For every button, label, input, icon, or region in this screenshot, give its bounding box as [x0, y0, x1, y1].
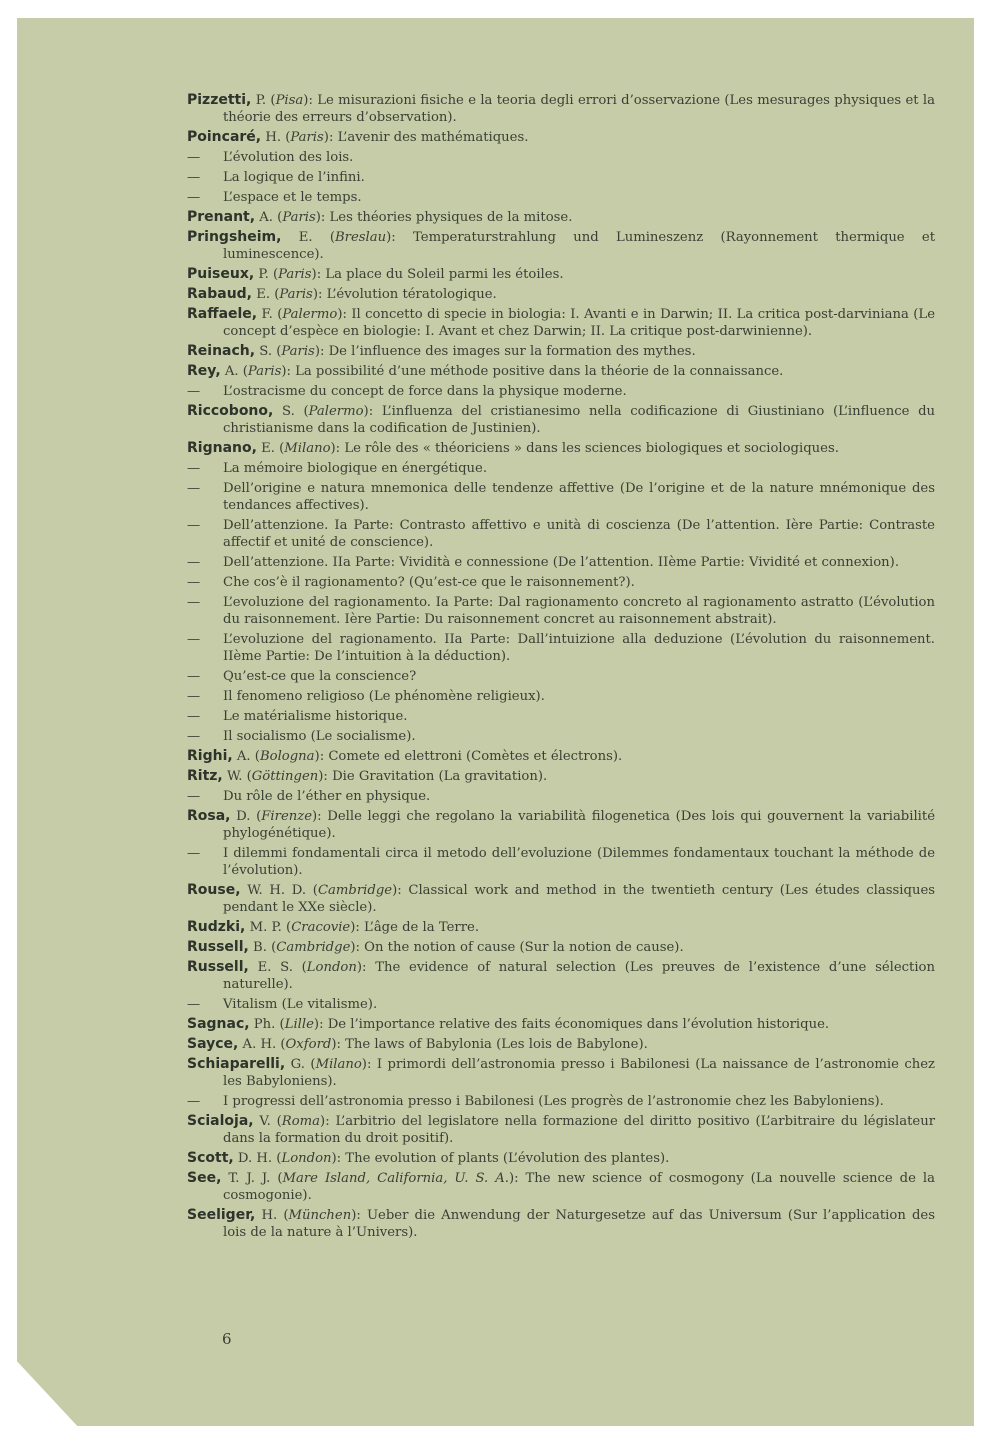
sub-entry [187, 594, 935, 628]
author-initials: F. [261, 307, 273, 322]
sub-entry [187, 668, 935, 685]
author-place: London [306, 960, 357, 975]
continuation-dash: — [187, 461, 201, 476]
author-name: Riccobono, [187, 403, 274, 419]
sub-entry [187, 845, 935, 879]
author-initials: A. [236, 749, 251, 764]
continuation-dash: — [187, 729, 201, 744]
author-name: Scialoja, [187, 1113, 254, 1129]
continuation-dash: — [187, 518, 201, 533]
author-place: Paris [290, 130, 324, 145]
continuation-dash: — [187, 709, 201, 724]
continuation-dash: — [187, 150, 201, 165]
continuation-dash: — [187, 632, 201, 647]
work-title: Il concetto di specie in biologia: I. Avanti e in Darwin; II. La critica post-darviniana (Le concept d’espèce en biologie: I. Avant et chez Darwin; II. La critique post-darwinienne). [223, 307, 935, 339]
author-place: Paris [279, 287, 313, 302]
author-entry: Scialoja, V. (Roma): L’arbitrio del legislatore nella formazione del diritto positivo (L’arbitraire du législateur dans la formation du droit positif). [187, 1113, 935, 1146]
work-title: L’ostracisme du concept de force dans la physique moderne. [223, 384, 627, 399]
author-name: Rabaud, [187, 286, 253, 302]
author-initials: W. [226, 769, 243, 784]
author-name: Russell, [187, 959, 249, 975]
author-initials: S. [282, 404, 295, 419]
continuation-dash: — [187, 384, 201, 399]
author-entry: Pizzetti, P. (Pisa): Le misurazioni fisiche e la teoria degli errori d’osservazione (Les mesurages physiques et la théorie des erreurs d’observation). [187, 92, 935, 125]
work-title: L’influenza del cristianesimo nella codificazione di Giustiniano (L’influence du christianisme dans la codification de Justinien). [223, 404, 935, 436]
author-initials: S. [259, 344, 273, 359]
author-initials: A. [224, 364, 239, 379]
work-title: L’evoluzione del ragionamento. Ia Parte: Dal ragionamento concreto al ragionamento astratto (L’évolution du raisonnement. Ière Partie: Du raisonnement concret au raisonnement abstrait). [223, 595, 935, 627]
work-title: La possibilité d’une méthode positive dans la théorie de la connaissance. [295, 364, 784, 379]
continuation-dash: — [187, 1094, 201, 1109]
author-place: Cambridge [317, 883, 393, 898]
author-entry: Scott, D. H. (London): The evolution of plants (L’évolution des plantes). [187, 1150, 670, 1166]
work-title: De l’importance relative des faits économiques dans l’évolution historique. [327, 1017, 830, 1032]
sub-entry [187, 554, 935, 571]
continuation-dash: — [187, 846, 201, 861]
author-initials: W. H. D. [247, 883, 307, 898]
continuation-dash: — [187, 481, 201, 496]
continuation-dash: — [187, 997, 201, 1012]
author-entry: Riccobono, S. (Palermo): L’influenza del cristianesimo nella codificazione di Giustiniano (L’influence du christianisme dans la codification de Justinien). [187, 403, 935, 436]
author-name: Reinach, [187, 343, 256, 359]
author-name: Scott, [187, 1150, 234, 1166]
author-place: Firenze [261, 809, 313, 824]
work-title: Che cos’è il ragionamento? (Qu’est-ce que le raisonnement?). [223, 575, 635, 590]
author-entry: Russell, B. (Cambridge): On the notion of cause (Sur la notion de cause). [187, 939, 684, 955]
author-name: Pringsheim, [187, 229, 282, 245]
sub-entry [187, 149, 935, 166]
author-entry: Rudzki, M. P. (Cracovie): L’âge de la Terre. [187, 919, 480, 935]
sub-entry [187, 788, 935, 805]
author-entry: Rignano, E. (Milano): Le rôle des « théoriciens » dans les sciences biologiques et sociologiques. [187, 440, 839, 456]
author-entry: Raffaele, F. (Palermo): Il concetto di specie in biologia: I. Avanti e in Darwin; II. La critica post-darviniana (Le concept d’espèce en biologie: I. Avant et chez Darwin; II. La critique post-darwinienne). [187, 306, 935, 339]
work-title: Le misurazioni fisiche e la teoria degli errori d’osservazione (Les mesurages physiques et la théorie des erreurs d’observation). [223, 93, 935, 125]
work-title: The new science of cosmogony (La nouvelle science de la cosmogonie). [223, 1171, 935, 1203]
work-title: L’évolution des lois. [223, 150, 354, 165]
author-initials: A. [259, 210, 273, 225]
work-title: La mémoire biologique en énergétique. [223, 461, 488, 476]
author-entry: See, T. J. J. (Mare Island, California, U. S. A.): The new science of cosmogony (La nouvelle science de la cosmogonie). [187, 1170, 935, 1203]
author-entry: Rey, A. (Paris): La possibilité d’une méthode positive dans la théorie de la connaissance. [187, 363, 784, 379]
author-entry: Sagnac, Ph. (Lille): De l’importance relative des faits économiques dans l’évolution historique. [187, 1016, 830, 1032]
author-place: Oxford [285, 1037, 332, 1052]
work-title: Delle leggi che regolano la variabilità filogenetica (Des lois qui gouvernent la variabilité phylogénétique). [223, 809, 935, 841]
work-title: De l’influence des images sur la formation des mythes. [328, 344, 696, 359]
sub-entry [187, 189, 935, 206]
author-name: Pizzetti, [187, 92, 252, 108]
work-title: I dilemmi fondamentali circa il metodo dell’evoluzione (Dilemmes fondamentaux touchant la méthode de l’évolution). [223, 846, 935, 878]
author-initials: B. [253, 940, 267, 955]
author-name: Russell, [187, 939, 249, 955]
author-name: Schiaparelli, [187, 1056, 286, 1072]
author-place: Milano [315, 1057, 362, 1072]
work-title: L’âge de la Terre. [364, 920, 480, 935]
sub-entry [187, 631, 935, 665]
continuation-dash: — [187, 575, 201, 590]
continuation-dash: — [187, 170, 201, 185]
work-title: Qu’est-ce que la conscience? [223, 669, 417, 684]
author-initials: M. P. [249, 920, 282, 935]
sub-entry [187, 383, 935, 400]
author-place: Cambridge [276, 940, 351, 955]
sub-entry [187, 460, 935, 477]
work-title: La place du Soleil parmi les étoiles. [325, 267, 564, 282]
work-title: L’évolution tératologique. [326, 287, 497, 302]
author-place: Palermo [282, 307, 338, 322]
continuation-dash: — [187, 669, 201, 684]
work-title: Temperaturstrahlung und Lumineszenz (Rayonnement thermique et luminescence). [223, 230, 935, 262]
sub-entry [187, 169, 935, 186]
author-initials: H. [265, 130, 282, 145]
work-title: Il socialismo (Le socialisme). [223, 729, 416, 744]
author-entry: Ritz, W. (Göttingen): Die Gravitation (La gravitation). [187, 768, 548, 784]
work-title: Le matérialisme historique. [223, 709, 408, 724]
author-entry: Prenant, A. (Paris): Les théories physiques de la mitose. [187, 209, 573, 225]
continuation-dash: — [187, 190, 201, 205]
author-entry: Russell, E. S. (London): The evidence of natural selection (Les preuves de l’existence d’une sélection naturelle). [187, 959, 935, 992]
author-place: Palermo [308, 404, 364, 419]
author-initials: V. [259, 1114, 271, 1129]
author-entry: Rosa, D. (Firenze): Delle leggi che regolano la variabilità filogenetica (Des lois qui gouvernent la variabilité phylogénétique). [187, 808, 935, 841]
author-entry: Righi, A. (Bologna): Comete ed elettroni (Comètes et électrons). [187, 748, 623, 764]
work-title: L’arbitrio del legislatore nella formazione del diritto positivo (L’arbitraire du législateur dans la formation du droit positif). [223, 1114, 935, 1146]
author-initials: E. [256, 287, 271, 302]
author-place: Göttingen [251, 769, 319, 784]
work-title: The evidence of natural selection (Les preuves de l’existence d’une sélection naturelle). [223, 960, 935, 992]
author-place: Paris [281, 344, 315, 359]
author-entry: Reinach, S. (Paris): De l’influence des images sur la formation des mythes. [187, 343, 696, 359]
author-initials: E. [298, 230, 313, 245]
author-initials: P. [258, 267, 269, 282]
author-entry: Schiaparelli, G. (Milano): I primordi dell’astronomia presso i Babilonesi (La naissance de l’astronomie chez les Babyloniens). [187, 1056, 935, 1089]
work-title: Dell’attenzione. Ia Parte: Contrasto affettivo e unità di coscienza (De l’attention. Ière Partie: Contraste affectif et unité de conscience). [223, 518, 935, 550]
work-title: Dell’origine e natura mnemonica delle tendenze affettive (De l’origine et de la nature mnémonique des tendances affectives). [223, 481, 935, 513]
author-place: Pisa [275, 93, 304, 108]
author-initials: Ph. [253, 1017, 276, 1032]
author-name: Seeliger, [187, 1207, 256, 1223]
work-title: L’evoluzione del ragionamento. IIa Parte: Dall’intuizione alla deduzione (L’évolution du raisonnement. IIème Partie: De l’intuition à la déduction). [223, 632, 935, 664]
sub-entry [187, 517, 935, 551]
work-title: Vitalism (Le vitalisme). [223, 997, 378, 1012]
author-place: Paris [247, 364, 282, 379]
continuation-dash: — [187, 789, 201, 804]
author-initials: G. [290, 1057, 305, 1072]
work-title: L’espace et le temps. [223, 190, 362, 205]
work-title: On the notion of cause (Sur la notion de cause). [364, 940, 684, 955]
work-title: La logique de l’infini. [223, 170, 365, 185]
author-name: Rosa, [187, 808, 231, 824]
author-name: Poincaré, [187, 129, 262, 145]
author-entry: Seeliger, H. (München): Ueber die Anwendung der Naturgesetze auf das Universum (Sur l’application des lois de la nature à l’Univers). [187, 1207, 935, 1240]
author-place: Lille [284, 1017, 314, 1032]
sub-entry [187, 996, 935, 1013]
work-title: I primordi dell’astronomia presso i Babilonesi (La naissance de l’astronomie chez les Babyloniens). [223, 1057, 935, 1089]
author-initials: T. J. J. [228, 1171, 271, 1186]
author-name: Raffaele, [187, 306, 258, 322]
author-name: Rignano, [187, 440, 257, 456]
author-place: Paris [282, 210, 316, 225]
author-name: Rouse, [187, 882, 241, 898]
work-title: The laws of Babylonia (Les lois de Babylone). [345, 1037, 648, 1052]
author-name: Sagnac, [187, 1016, 250, 1032]
page-number: 6 [222, 1330, 232, 1348]
author-entry: Rabaud, E. (Paris): L’évolution tératologique. [187, 286, 497, 302]
work-title: Comete ed elettroni (Comètes et électrons). [328, 749, 623, 764]
author-place: Breslau [334, 230, 387, 245]
author-place: München [288, 1208, 352, 1223]
author-place: Cracovie [291, 920, 351, 935]
sub-entry [187, 708, 935, 725]
author-entry: Poincaré, H. (Paris): L’avenir des mathématiques. [187, 129, 529, 145]
author-name: Sayce, [187, 1036, 239, 1052]
author-name: Puiseux, [187, 266, 255, 282]
author-name: Righi, [187, 748, 233, 764]
author-entry: Puiseux, P. (Paris): La place du Soleil parmi les étoiles. [187, 266, 564, 282]
bibliography-list [187, 92, 935, 1244]
author-entry: Rouse, W. H. D. (Cambridge): Classical work and method in the twentieth century (Les études classiques pendant le XXe siècle). [187, 882, 936, 915]
author-entry: Sayce, A. H. (Oxford): The laws of Babylonia (Les lois de Babylone). [187, 1036, 648, 1052]
author-place: Roma [281, 1114, 321, 1129]
sub-entry [187, 480, 935, 514]
author-entry: Pringsheim, E. (Breslau): Temperaturstrahlung und Lumineszenz (Rayonnement thermique et luminescence). [187, 229, 935, 262]
sub-entry [187, 1093, 935, 1110]
author-initials: H. [261, 1208, 278, 1223]
continuation-dash: — [187, 689, 201, 704]
author-place: Paris [278, 267, 312, 282]
author-initials: D. [236, 809, 251, 824]
author-initials: E. [261, 441, 275, 456]
author-place: Milano [284, 441, 331, 456]
work-title: I progressi dell’astronomia presso i Babilonesi (Les progrès de l’astronomie chez les Babyloniens). [223, 1094, 884, 1109]
author-place: Mare Island, California, U. S. A. [282, 1171, 509, 1186]
work-title: Classical work and method in the twentieth century (Les études classiques pendant le XXe siècle). [223, 883, 936, 915]
continuation-dash: — [187, 555, 201, 570]
author-initials: E. S. [257, 960, 293, 975]
work-title: L’avenir des mathématiques. [337, 130, 529, 145]
work-title: Ueber die Anwendung der Naturgesetze auf das Universum (Sur l’application des lois de la nature à l’Univers). [223, 1208, 935, 1240]
work-title: Die Gravitation (La gravitation). [332, 769, 548, 784]
author-initials: A. H. [242, 1037, 277, 1052]
author-initials: P. [255, 93, 267, 108]
author-name: Ritz, [187, 768, 223, 784]
work-title: Il fenomeno religioso (Le phénomène religieux). [223, 689, 545, 704]
author-name: Rey, [187, 363, 221, 379]
author-place: Bologna [259, 749, 315, 764]
work-title: Dell’attenzione. IIa Parte: Vividità e connessione (De l’attention. IIème Partie: Vividité et connexion). [223, 555, 900, 570]
author-name: Prenant, [187, 209, 256, 225]
author-initials: D. H. [237, 1151, 273, 1166]
sub-entry [187, 688, 935, 705]
work-title: Du rôle de l’éther en physique. [223, 789, 431, 804]
work-title: Le rôle des « théoriciens » dans les sciences biologiques et sociologiques. [344, 441, 839, 456]
work-title: Les théories physiques de la mitose. [329, 210, 573, 225]
sub-entry [187, 728, 935, 745]
continuation-dash: — [187, 595, 201, 610]
author-name: See, [187, 1170, 222, 1186]
sub-entry [187, 574, 935, 591]
work-title: The evolution of plants (L’évolution des plantes). [345, 1151, 670, 1166]
author-place: London [281, 1151, 332, 1166]
author-name: Rudzki, [187, 919, 246, 935]
